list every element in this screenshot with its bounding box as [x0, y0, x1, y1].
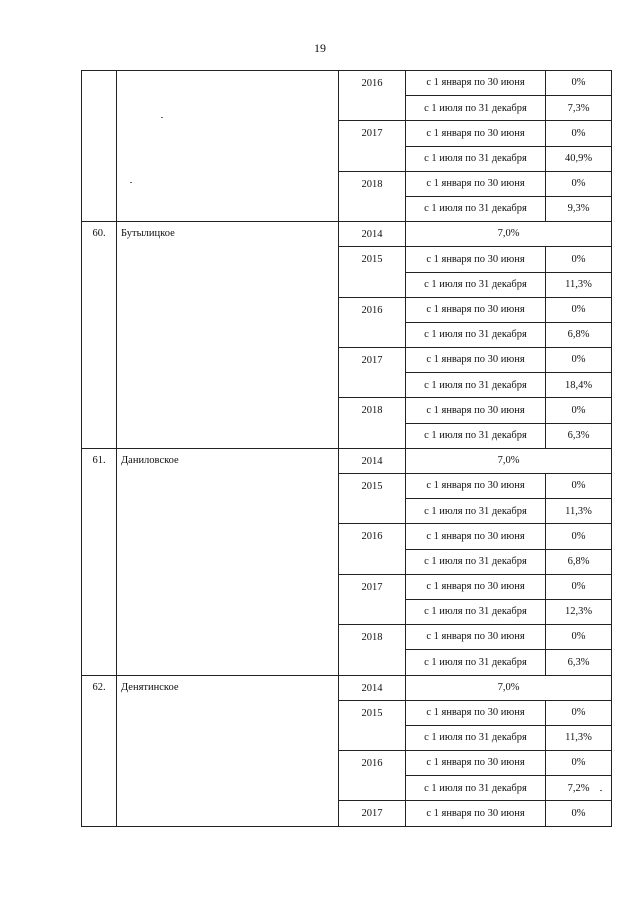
period-cell: с 1 января по 30 июня: [406, 700, 546, 725]
rate-cell: 7,3%: [546, 96, 612, 121]
period-cell: с 1 января по 30 июня: [406, 751, 546, 776]
year-cell: 2015: [339, 700, 406, 750]
year-cell: 2017: [339, 121, 406, 171]
table-row: [82, 675, 612, 700]
tariff-table: [81, 70, 612, 827]
settlement-name-cell: [117, 71, 339, 222]
scan-speck: [161, 117, 163, 118]
settlement-number: 61.: [82, 448, 117, 675]
period-cell: с 1 июля по 31 декабря: [406, 549, 546, 574]
year-cell: 2015: [339, 474, 406, 524]
rate-cell: 11,3%: [546, 725, 612, 750]
rate-cell: 0%: [546, 398, 612, 423]
year-cell: 2018: [339, 171, 406, 221]
rate-cell: 6,8%: [546, 322, 612, 347]
rate-cell: 0%: [546, 574, 612, 599]
year-cell: 2015: [339, 247, 406, 297]
year-cell: 2014: [339, 675, 406, 700]
year-cell: 2018: [339, 398, 406, 448]
period-cell: с 1 июля по 31 декабря: [406, 373, 546, 398]
rate-cell: 0%: [546, 751, 612, 776]
period-cell: с 1 июля по 31 декабря: [406, 776, 546, 801]
rate-cell: 6,8%: [546, 549, 612, 574]
period-cell: с 1 января по 30 июня: [406, 524, 546, 549]
year-cell: 2017: [339, 801, 406, 826]
settlement-number: 60.: [82, 222, 117, 449]
table-row: [82, 222, 612, 247]
period-cell: с 1 января по 30 июня: [406, 348, 546, 373]
settlement-number: 62.: [82, 675, 117, 826]
year-cell: 2016: [339, 524, 406, 574]
settlement-name: Даниловское: [117, 448, 339, 675]
rate-cell: 0%: [546, 121, 612, 146]
table-row: [82, 448, 612, 473]
period-cell: с 1 января по 30 июня: [406, 247, 546, 272]
period-cell: с 1 июля по 31 декабря: [406, 725, 546, 750]
period-cell: с 1 января по 30 июня: [406, 801, 546, 826]
rate-cell: 0%: [546, 71, 612, 96]
rate-cell: 7,2%: [546, 776, 612, 801]
year-cell: 2018: [339, 625, 406, 675]
year-cell: 2014: [339, 448, 406, 473]
rate-cell: 9,3%: [546, 196, 612, 221]
rate-cell: 0%: [546, 625, 612, 650]
flat-rate-cell: 7,0%: [406, 448, 612, 473]
period-cell: с 1 января по 30 июня: [406, 625, 546, 650]
rate-cell: 0%: [546, 348, 612, 373]
period-cell: с 1 июля по 31 декабря: [406, 146, 546, 171]
year-cell: 2014: [339, 222, 406, 247]
year-cell: 2016: [339, 297, 406, 347]
rate-cell: 18,4%: [546, 373, 612, 398]
rate-cell: 6,3%: [546, 423, 612, 448]
rate-cell: 11,3%: [546, 499, 612, 524]
rate-cell: 0%: [546, 801, 612, 826]
period-cell: с 1 июля по 31 декабря: [406, 599, 546, 624]
rate-cell: 12,3%: [546, 599, 612, 624]
scan-speck: [130, 182, 132, 183]
table-row: [82, 71, 612, 96]
period-cell: с 1 июля по 31 декабря: [406, 196, 546, 221]
rate-cell: 6,3%: [546, 650, 612, 675]
year-cell: 2017: [339, 574, 406, 624]
settlement-name: Бутылицкое: [117, 222, 339, 449]
period-cell: с 1 июля по 31 декабря: [406, 650, 546, 675]
rate-cell: 0%: [546, 247, 612, 272]
flat-rate-cell: 7,0%: [406, 222, 612, 247]
rate-cell: 0%: [546, 474, 612, 499]
period-cell: с 1 июля по 31 декабря: [406, 322, 546, 347]
year-cell: 2016: [339, 71, 406, 121]
period-cell: с 1 января по 30 июня: [406, 398, 546, 423]
year-cell: 2016: [339, 751, 406, 801]
rate-cell: 11,3%: [546, 272, 612, 297]
flat-rate-cell: 7,0%: [406, 675, 612, 700]
scan-speck: [600, 790, 602, 791]
rate-cell: 0%: [546, 700, 612, 725]
period-cell: с 1 июля по 31 декабря: [406, 272, 546, 297]
rate-cell: 0%: [546, 171, 612, 196]
period-cell: с 1 января по 30 июня: [406, 474, 546, 499]
period-cell: с 1 июля по 31 декабря: [406, 499, 546, 524]
period-cell: с 1 января по 30 июня: [406, 171, 546, 196]
settlement-number-cell: [82, 71, 117, 222]
rate-cell: 40,9%: [546, 146, 612, 171]
period-cell: с 1 января по 30 июня: [406, 574, 546, 599]
period-cell: с 1 июля по 31 декабря: [406, 96, 546, 121]
rate-cell: 0%: [546, 297, 612, 322]
period-cell: с 1 января по 30 июня: [406, 121, 546, 146]
settlement-name: Денятинское: [117, 675, 339, 826]
page-number: 19: [314, 41, 326, 55]
period-cell: с 1 июля по 31 декабря: [406, 423, 546, 448]
year-cell: 2017: [339, 348, 406, 398]
period-cell: с 1 января по 30 июня: [406, 71, 546, 96]
rate-cell: 0%: [546, 524, 612, 549]
period-cell: с 1 января по 30 июня: [406, 297, 546, 322]
